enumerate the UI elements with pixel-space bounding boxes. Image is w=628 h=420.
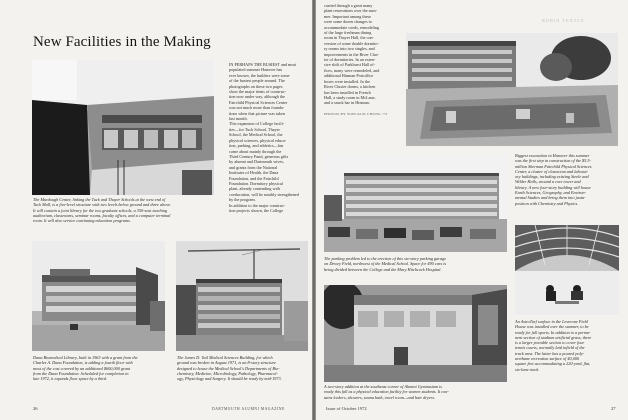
right-page	[316, 0, 628, 420]
photo-vail-building	[176, 241, 308, 351]
photo-dana-library	[32, 241, 165, 351]
issue-date: Issue of October 1972	[326, 406, 367, 411]
left-page	[0, 0, 312, 420]
caption-vail-building: The James D. Vail Medical Sciences Building, for which ground was broken in August 1971, is an 8-story structure designed to house the Medical School's Departments of Bio- chemistry, Medicine, Microbiology, Pathology, Pharmacol- ogy, Physiology and Surgery. It should be ready by mid-1973.	[177, 355, 282, 382]
caption-parking-garage: The parking problem led to the erection of this six-story parking garage on Dewey Field, northwest of the Medical School. Space for 490 cars is being divided between the College and the Mary Hitchcock Hospital.	[324, 256, 447, 272]
magazine-name: DARTMOUTH ALUMNI MAGAZINE	[212, 407, 285, 411]
photo-astroturf-fieldhouse	[515, 225, 619, 315]
page-number-right: 27	[611, 406, 616, 411]
caption-fairchild-center: Biggest excavation in Hanover this summer was the first step in construction of the $5.5- million Sherman Fairchild Physical Sciences Center, a cluster of classroom and laborat- ory buildings, including existing Steele and Wilder Halls, around a core tower and library. A new four-story building will house Earth Sciences, Geography, and Environ- mental Studies and bring them into juxta- position with Chemistry and Physics.	[515, 153, 592, 206]
photo-fairchild-excavation	[406, 33, 618, 146]
show-through-text: ROBIN TEXTLE	[542, 18, 585, 23]
article-column-2: carried through a great many plant renovations over the sum- mer. Important among these were some dozen changes to accommodate coeds, remodeling of the large freshman dining room in Thayer Hall, the con- version of some double dormito- ry rooms into two singles, and improvements in the River Clus- ter of dormitories. In an exten- sive shift of Parkhurst Hall of- fices, many were remodeled, and additional Hinman Postoffice boxes were installed. In the River Cluster dorms, a kitchen has been installed in French Hall, a study room in McLane, and a snack bar in Hinman.	[324, 3, 380, 106]
article-title: New Facilities in the Making	[33, 34, 211, 50]
photo-alumni-gym-addition	[324, 285, 507, 382]
article-column-1: IN PERHAPS THE BUSIEST and most populated summer Hanover has ever known, the builders were some of the busiest people around. The photographs on these two pages show the major items of construc- tion now under way, although the Fairchild Physical Sciences Center was not much more than founda- tions when that picture was taken last month. This expansion of College facili- ties—for Tuck School, Thayer School, the Medical School, the physical sciences, physical educa- tion, parking, and athletics—has come about mainly through the Third Century Fund, generous gifts by alumni and Dartmouth wives, and grants from the National Institutes of Health, the Dana Foundation, and the Fairchild Foundation. Dormitory physical plant, already contending with coeducation, will be notably strengthened by the program. In addition to the major construc- tion projects shown, the College	[229, 62, 299, 213]
photo-parking-garage	[324, 155, 507, 252]
page-number-left: 26	[33, 406, 38, 411]
caption-astroturf: An AstroTurf surface in the Leverone Field House was installed over the summer, to be ready for full sports. In addition to a perma- nent section of stadium artificial grass, there is a larger portable section to cover four tennis courts, normally laid infield of the track area. The latter has a poured poly- urethane recreation surface of 40,000 square feet accommodating a 220-yard, flat, six-lane track.	[515, 319, 592, 372]
caption-murdough-center: The Murdough Center, linking the Tuck and Thayer Schools at the west end of Tuck Mall, is a five-level structure with two levels below ground and three above. It will contain a joint library for the two graduate schools, a 350-seat teaching auditorium, classrooms, seminar rooms, faculty offices, and a computer terminal room. It will also service continuing education programs.	[33, 197, 172, 224]
caption-dana-library: Dana Biomedical Library, built in 1963 with a grant from the Charles A. Dana Foundation, is adding a fourth floor with most of the cost covered by an additional $600,000 grant from the Dana Foundation. Scheduled for completion in late 1972, it expands floor space by a third.	[33, 355, 138, 382]
caption-alumni-gym: A two-story addition at the southeast corner of Alumni Gymnasium is ready this fall as a physical education facility for women students. It con- tains lockers, showers, sauna bath, towel room—and hair dryers.	[324, 384, 449, 400]
photo-credit: PHOTOS BY WON KUN CHUNG '73	[324, 112, 388, 116]
photo-murdough-center	[32, 60, 214, 195]
